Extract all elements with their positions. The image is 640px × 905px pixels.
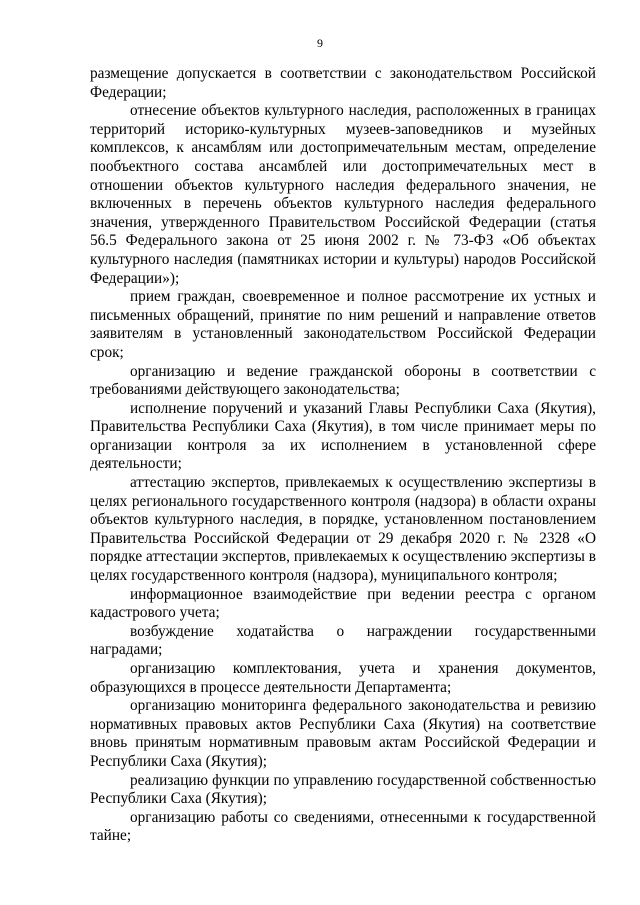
paragraph-expert-attestation: аттестацию экспертов, привлекаемых к осуществлению экспертизы в целях регионального государственного контроля (надзора) в области охраны объектов культурного наследия, в порядке, установленном постановлением Правительства Российской Федерации от 29 декабря 2020 г. № 2328 «О порядке аттестации экспертов, привлекаемых к осуществлению экспертизы в целях государственного контроля (надзора), муниципального контроля; xyxy=(90,474,596,585)
paragraph-cultural-heritage-ensembles: отнесение объектов культурного наследия, расположенных в границах территорий историко-культурных музеев-заповедников и музейных комплексов, к ансамблям или достопримечательным местам, определение пообъектного состава ансамблей или достопримечательных мест в отношении объектов культурного наследия федерального значения, не включенных в перечень объектов культурного наследия федерального значения, утвержденного Правительством Российской Федерации (статья 56.5 Федерального закона от 25 июня 2002 г. № 73-ФЗ «Об объектах культурного наследия (памятниках истории и культуры) народов Российской Федерации»); xyxy=(90,102,596,287)
paragraph-state-property: реализацию функции по управлению государственной собственностью Республики Саха (Якутия); xyxy=(90,771,596,808)
paragraph-execution-of-orders: исполнение поручений и указаний Главы Республики Саха (Якутия), Правительства Республики Саха (Якутия), в том числе принимает меры по организации контроля за их исполнением в установленной сфере деятельности; xyxy=(90,399,596,473)
paragraph-continuation: размещение допускается в соответствии с законодательством Российской Федерации; xyxy=(90,65,596,101)
paragraph-state-awards: возбуждение ходатайства о награждении государственными наградами; xyxy=(90,622,596,659)
paragraph-cadastral-interaction: информационное взаимодействие при ведении реестра с органом кадастрового учета; xyxy=(90,585,596,622)
paragraph-state-secret: организацию работы со сведениями, отнесенными к государственной тайне; xyxy=(90,808,596,845)
paragraph-document-keeping: организацию комплектования, учета и хранения документов, образующихся в процессе деятельности Департамента; xyxy=(90,660,596,696)
paragraph-legislation-monitoring: организацию мониторинга федерального законодательства и ревизию нормативных правовых актов Республики Саха (Якутия) на соответствие вновь принятым нормативным правовым актам Российской Федерации и Республики Саха (Якутия); xyxy=(90,697,596,770)
page-number: 9 xyxy=(317,36,323,50)
paragraph-citizen-reception: прием граждан, своевременное и полное рассмотрение их устных и письменных обращений, принятие по ним решений и направление ответов заявителям в установленный законодательством Российской Федерации срок; xyxy=(90,288,596,361)
paragraph-civil-defense: организацию и ведение гражданской обороны в соответствии с требованиями действующего законодательства; xyxy=(90,362,596,399)
document-body xyxy=(90,65,596,846)
